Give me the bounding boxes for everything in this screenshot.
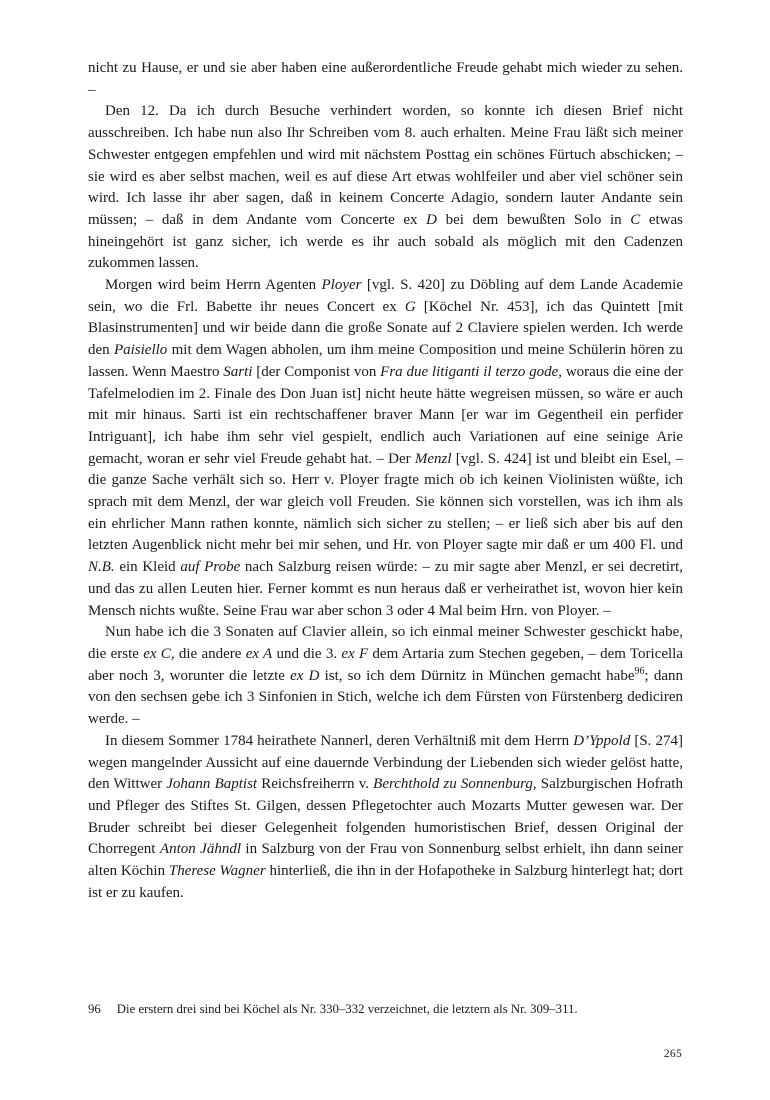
emphasis-run: Fra due litiganti il terzo gode, [380, 363, 563, 380]
text-run: woraus die eine der Tafelmelodien im 2. Finale des Don Juan ist] nicht heute hätte wegreisen müssen, so wäre er auch mit mir hinaus. Sarti ist ein rechtschaffener braver Mann [er war im Gegentheil ein perfider Intriguant], ich habe ihm sehr viel gespielt, endlich auch Variationen auf eine seinige Arie gemacht, woran er sehr viel Freude gehabt hat. – Der [88, 363, 683, 467]
paragraph [88, 731, 683, 905]
emphasis-run: G [404, 298, 416, 315]
text-run: [Köchel Nr. 453], ich das Quintett [mit Blasinstrumenten] und wir beide dann die große Sonate auf 2 Claviere spielen werden. Ich werde den [88, 298, 683, 359]
text-run: , die andere [170, 645, 246, 662]
emphasis-run: Anton Jähndl [159, 841, 241, 858]
text-run: nach Salzburg reisen würde: – zu mir sagte aber Menzl, er sei decretirt, und das zu allen Leuten hier. Ferner kommt es nun heraus daß er verheirathet ist, wovon hier kein Mensch nichts wußte. Seine Frau war aber schon 3 oder 4 Mal beim Hrn. von Ployer. – [88, 559, 683, 619]
text-run: [der Componist von [252, 363, 381, 380]
body-text [88, 58, 683, 904]
text-run: Den 12. Da ich durch Besuche verhindert worden, so konnte ich diesen Brief nicht ausschreiben. Ich habe nun also Ihr Schreiben vom 8. auch erhalten. Meine Frau läßt sich meiner Schwester entgegen empfehlen und wird mit nächstem Posttag ein schönes Fürtuch abschicken; – sie wird es aber selbst machen, weil es auf diese Art etwas wohlfeiler und aber viel schöner sein wird. Ich lasse ihr aber sagen, daß in keinem Concerte Adagio, sondern lauter Andante sein müssen; – daß in dem Andante vom Concerte ex [88, 103, 683, 228]
footnote-text: Die erstern drei sind bei Köchel als Nr. 330–332 verzeichnet, die letztern als Nr. 309–311. [116, 1002, 578, 1016]
text-run: ist, so ich dem Dürnitz in München gemacht habe [319, 667, 635, 684]
emphasis-run: D [426, 211, 437, 228]
text-run: dem Artaria zum Stechen gegeben, – dem Toricella aber noch 3, worunter die letzte [88, 645, 684, 684]
emphasis-run: Paisiello [113, 342, 168, 359]
text-run: [vgl. S. 424] ist und bleibt ein Esel, – die ganze Sache verhält sich so. Herr v. Ployer fragte mich ob ich keinen Violinisten wüßte, ich sprach mit dem Menzl, der war gleich voll Freuden. Sie können sich vorstellen, was ich ihm als ein ehrlicher Mann rathen konnte, nämlich sich sicher zu stellen; – er ließ sich aber bis auf den letzten Augenblick nicht mehr bei mir sehen, und Hr. von Ployer sagte mir daß er um 400 Fl. und [88, 450, 683, 554]
emphasis-run: auf Probe [180, 559, 241, 576]
text-run: Nun habe ich die 3 Sonaten auf Clavier allein, so ich einmal meiner Schwester geschickt habe, die erste [88, 624, 683, 662]
footnote-number: 96 [88, 1002, 101, 1016]
text-run: Reichsfreiherrn v. [257, 776, 374, 793]
emphasis-run: Sarti [223, 363, 253, 380]
paragraph [88, 622, 683, 731]
emphasis-run: Menzl [414, 450, 452, 467]
text-run: Morgen wird beim Herrn Agenten [105, 277, 322, 294]
emphasis-run: N.B. [88, 559, 115, 576]
paragraph [88, 275, 683, 622]
text-run: ; dann von den sechsen gebe ich 3 Sinfonien in Stich, welche ich dem Fürsten von Fürstenberg dediciren werde. – [88, 667, 683, 728]
text-run: hinterließ, die ihn in der Hofapotheke in Salzburg hinterlegt hat; dort ist er zu kaufen. [88, 863, 684, 901]
text-run: [vgl. S. 420] zu Döbling auf dem Lande Academie sein, wo die Frl. Babette ihr neues Concert ex [88, 277, 683, 315]
emphasis-run: ex F [341, 645, 369, 662]
text-run: ein Kleid [114, 559, 181, 576]
text-run: mit dem Wagen abholen, um ihm meine Composition und meine Schülerin hören zu lassen. Wenn Maestro [88, 342, 683, 380]
emphasis-run: ex A [245, 645, 273, 662]
text-run: und die 3. [272, 645, 342, 662]
footnote [88, 1001, 683, 1018]
footnote-ref: 96 [634, 665, 645, 677]
emphasis-run: Therese Wagner [168, 863, 266, 880]
text-run: In diesem Sommer 1784 heirathete Nannerl, deren Verhältniß mit dem Herrn [105, 732, 574, 749]
emphasis-run: C [630, 211, 641, 228]
emphasis-run: Berchthold zu Sonnenburg, [373, 776, 537, 793]
text-run: [S. 274] wegen mangelnder Aussicht auf eine dauernde Verbindung der Liebenden sich wieder gelöst hatte, den Wittwer [88, 732, 683, 793]
text-run: etwas hineingehört ist ganz sicher, ich werde es ihr auch sobald als möglich mit den Cadenzen zukommen lassen. [88, 211, 683, 272]
text-run: bei dem bewußten Solo in [437, 211, 631, 228]
emphasis-run: ex D [290, 667, 320, 684]
text-run: Salzburgischen Hofrath und Pfleger des Stiftes St. Gilgen, dessen Pflegetochter auch Mozarts Mutter gewesen war. Der Bruder schreibt bei dieser Gelegenheit folgenden humoristischen Brief, dessen Original der Chorregent [88, 776, 683, 858]
emphasis-run: D’Yppold [573, 732, 631, 749]
paragraph [88, 101, 683, 275]
text-run: in Salzburg von der Frau von Sonnenburg selbst erhielt, ihn dann seiner alten Köchin [88, 841, 683, 880]
emphasis-run: Ployer [321, 277, 362, 294]
emphasis-run: ex C [143, 645, 171, 662]
text-run: nicht zu Hause, er und sie aber haben eine außerordentliche Freude gehabt mich wieder zu sehen. – [88, 60, 683, 98]
page-number: 265 [663, 1048, 682, 1060]
emphasis-run: Johann Baptist [166, 776, 258, 793]
paragraph [88, 58, 683, 101]
